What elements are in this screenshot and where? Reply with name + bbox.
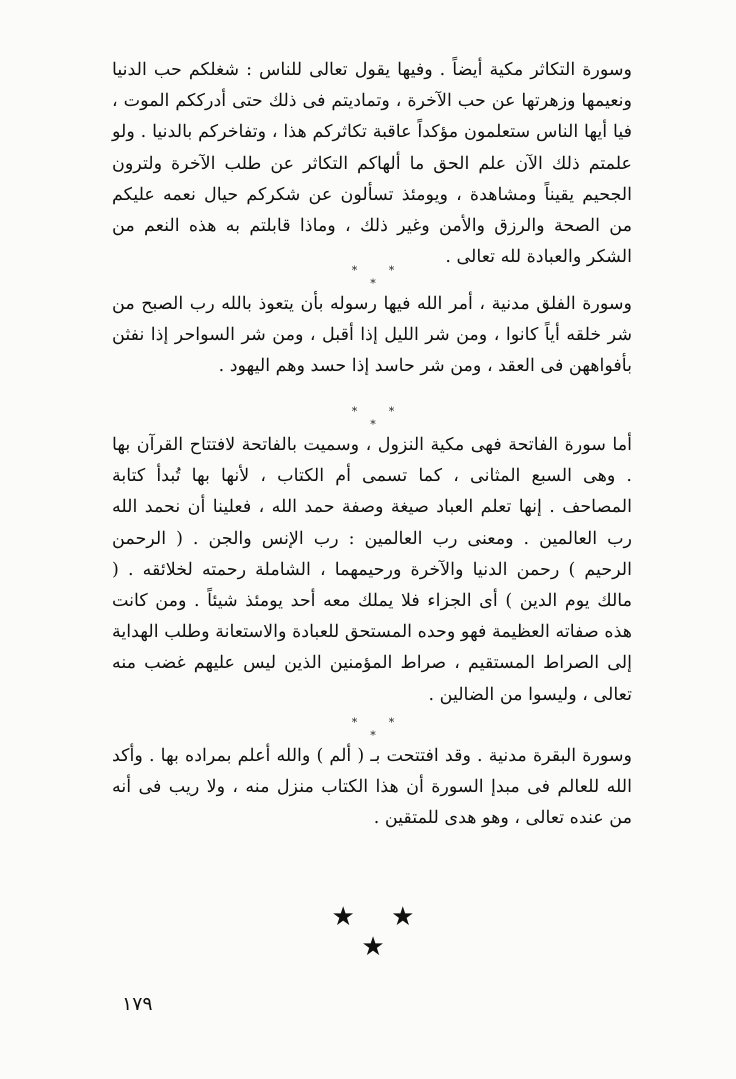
paragraph-baqara: وسورة البقرة مدنية . وقد افتتحت بـ ( ألم ) والله أعلم بمراده بها . وأكد الله للعالم فى مبدإ السورة أن هذا الكتاب منزل منه ، ولا ريب فى أنه من عنده تعالى ، وهو هدى للمتقين . [112, 746, 632, 829]
paragraph-fatiha: أما سورة الفاتحة فهى مكية النزول ، وسميت بالفاتحة لافتتاح القرآن بها . وهى السبع المثانى ، كما تسمى أم الكتاب ، لأنها بها تُبدأ كتابة المصاحف . إنها تعلم العباد صيغة وصفة حمد الله ، فعلينا أن نحمد الله رب العالمين . ومعنى رب العالمين : رب الإنس والجن . ( الرحمن الرحيم ) رحمن الدنيا والآخرة ورحيمهما ، الشاملة رحمته لخلائقه . ( مالك يوم الدين ) أى الجزاء فلا يملك معه أحد يومئذ شيئاً . ومن كانت هذه صفاته العظيمة فهو وحده المستحق للعبادة والاستعانة وطلب الهداية إلى الصراط المستقيم ، صراط المؤمنين الذين ليس عليهم غضب منه تعالى ، وليسوا من الضالين . [112, 435, 632, 705]
section-divider: * * * [351, 405, 409, 431]
paragraph-takathur: وسورة التكاثر مكية أيضاً . وفيها يقول تعالى للناس : شغلكم حب الدنيا ونعيمها وزهرتها عن حب الآخرة ، وتماديتم فى ذلك حتى أدرككم الموت ، فيا أيها الناس ستعلمون مؤكداً عاقبة تكاثركم هذا ، وتفاخركم بالدنيا . ولو علمتم ذلك الآن علم الحق ما ألهاكم التكاثر عن طلب الآخرة ولترون الجحيم يقيناً ومشاهدة ، ويومئذ تسألون عن شكركم حيال نعمه عليكم من الصحة والرزق والأمن وغير ذلك ، وماذا قابلتم به هذه النعم من الشكر والعبادة لله تعالى . [112, 60, 632, 268]
page-number: ١٧٩ [122, 993, 153, 1015]
section-divider: * * * [351, 264, 409, 290]
paragraph-falaq: وسورة الفلق مدنية ، أمر الله فيها رسوله بأن يتعوذ بالله رب الصبح من شر خلقه أياً كانوا ، ومن شر الليل إذا أقبل ، ومن شر السواحر إذا نفثن بأفواههن فى العقد ، ومن شر حاسد إذا حسد وهم اليهود . [112, 294, 632, 377]
section-divider: * * * [351, 716, 409, 742]
end-stars-ornament: ★ ★ ★ [331, 902, 429, 962]
